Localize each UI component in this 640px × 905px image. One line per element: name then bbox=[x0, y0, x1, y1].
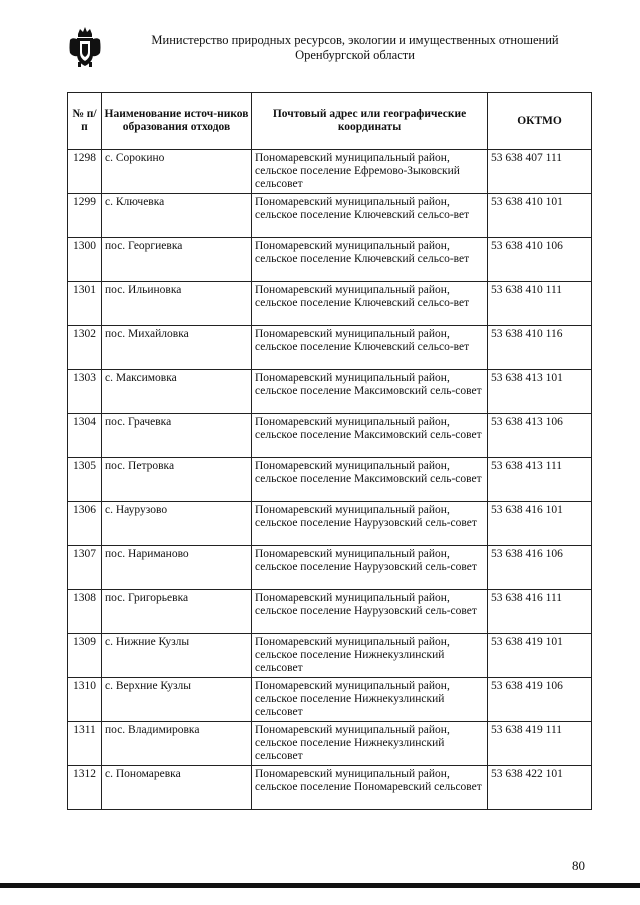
source-name-cell: пос. Петровка bbox=[102, 458, 252, 502]
table-row bbox=[68, 590, 592, 634]
address-cell: Пономаревский муниципальный район, сельское поселение Пономаревский сельсовет bbox=[252, 766, 488, 810]
source-name-cell: с. Верхние Кузлы bbox=[102, 678, 252, 722]
column-header-oktmo: ОКТМО bbox=[488, 93, 592, 150]
row-number-cell: 1299 bbox=[68, 194, 102, 238]
table-row bbox=[68, 546, 592, 590]
oktmo-cell: 53 638 419 101 bbox=[488, 634, 592, 678]
address-cell: Пономаревский муниципальный район, сельское поселение Наурузовский сель-совет bbox=[252, 546, 488, 590]
source-name-cell: пос. Григорьевка bbox=[102, 590, 252, 634]
row-number-cell: 1308 bbox=[68, 590, 102, 634]
source-name-cell: с. Пономаревка bbox=[102, 766, 252, 810]
address-cell: Пономаревский муниципальный район, сельское поселение Нижнекузлинский сельсовет bbox=[252, 634, 488, 678]
column-header-num: № п/п bbox=[68, 93, 102, 150]
oktmo-cell: 53 638 419 111 bbox=[488, 722, 592, 766]
oktmo-cell: 53 638 416 106 bbox=[488, 546, 592, 590]
oktmo-cell: 53 638 410 106 bbox=[488, 238, 592, 282]
oktmo-cell: 53 638 413 111 bbox=[488, 458, 592, 502]
oktmo-cell: 53 638 410 101 bbox=[488, 194, 592, 238]
table-row bbox=[68, 634, 592, 678]
oktmo-cell: 53 638 413 106 bbox=[488, 414, 592, 458]
source-name-cell: пос. Георгиевка bbox=[102, 238, 252, 282]
coat-of-arms-icon bbox=[68, 26, 102, 68]
table-row bbox=[68, 194, 592, 238]
source-name-cell: с. Максимовка bbox=[102, 370, 252, 414]
row-number-cell: 1309 bbox=[68, 634, 102, 678]
address-cell: Пономаревский муниципальный район, сельское поселение Ключевский сельсо-вет bbox=[252, 326, 488, 370]
column-header-name: Наименование источ-ников образования отходов bbox=[102, 93, 252, 150]
source-name-cell: с. Наурузово bbox=[102, 502, 252, 546]
address-cell: Пономаревский муниципальный район, сельское поселение Наурузовский сель-совет bbox=[252, 590, 488, 634]
table-row bbox=[68, 326, 592, 370]
row-number-cell: 1304 bbox=[68, 414, 102, 458]
column-header-address: Почтовый адрес или географические координаты bbox=[252, 93, 488, 150]
source-name-cell: пос. Михайловка bbox=[102, 326, 252, 370]
table-row bbox=[68, 766, 592, 810]
source-name-cell: с. Сорокино bbox=[102, 150, 252, 194]
table-header-row bbox=[68, 93, 592, 150]
address-cell: Пономаревский муниципальный район, сельское поселение Нижнекузлинский сельсовет bbox=[252, 722, 488, 766]
address-cell: Пономаревский муниципальный район, сельское поселение Ключевский сельсо-вет bbox=[252, 194, 488, 238]
oktmo-cell: 53 638 407 111 bbox=[488, 150, 592, 194]
table-row bbox=[68, 282, 592, 326]
waste-sources-table bbox=[67, 92, 592, 810]
row-number-cell: 1298 bbox=[68, 150, 102, 194]
row-number-cell: 1310 bbox=[68, 678, 102, 722]
address-cell: Пономаревский муниципальный район, сельское поселение Наурузовский сель-совет bbox=[252, 502, 488, 546]
ministry-title bbox=[110, 33, 600, 63]
source-name-cell: с. Ключевка bbox=[102, 194, 252, 238]
address-cell: Пономаревский муниципальный район, сельское поселение Ефремово-Зыковский сельсовет bbox=[252, 150, 488, 194]
oktmo-cell: 53 638 410 111 bbox=[488, 282, 592, 326]
source-name-cell: пос. Владимировка bbox=[102, 722, 252, 766]
table-row bbox=[68, 414, 592, 458]
row-number-cell: 1303 bbox=[68, 370, 102, 414]
row-number-cell: 1300 bbox=[68, 238, 102, 282]
table-row bbox=[68, 722, 592, 766]
row-number-cell: 1311 bbox=[68, 722, 102, 766]
table-row bbox=[68, 502, 592, 546]
address-cell: Пономаревский муниципальный район, сельское поселение Максимовский сель-совет bbox=[252, 370, 488, 414]
row-number-cell: 1306 bbox=[68, 502, 102, 546]
oktmo-cell: 53 638 419 106 bbox=[488, 678, 592, 722]
row-number-cell: 1302 bbox=[68, 326, 102, 370]
table-row bbox=[68, 678, 592, 722]
oktmo-cell: 53 638 413 101 bbox=[488, 370, 592, 414]
footer-rule bbox=[0, 883, 640, 888]
source-name-cell: с. Нижние Кузлы bbox=[102, 634, 252, 678]
source-name-cell: пос. Грачевка bbox=[102, 414, 252, 458]
page-number: 80 bbox=[572, 858, 585, 873]
ministry-title-line2: Оренбургской области bbox=[295, 48, 415, 62]
oktmo-cell: 53 638 422 101 bbox=[488, 766, 592, 810]
address-cell: Пономаревский муниципальный район, сельское поселение Максимовский сель-совет bbox=[252, 458, 488, 502]
oktmo-cell: 53 638 416 111 bbox=[488, 590, 592, 634]
oktmo-cell: 53 638 416 101 bbox=[488, 502, 592, 546]
table-body bbox=[68, 150, 592, 810]
row-number-cell: 1307 bbox=[68, 546, 102, 590]
table-row bbox=[68, 458, 592, 502]
source-name-cell: пос. Ильиновка bbox=[102, 282, 252, 326]
row-number-cell: 1301 bbox=[68, 282, 102, 326]
row-number-cell: 1305 bbox=[68, 458, 102, 502]
table-row bbox=[68, 150, 592, 194]
page-header bbox=[0, 0, 640, 90]
ministry-title-line1: Министерство природных ресурсов, экологии и имущественных отношений bbox=[151, 33, 559, 47]
address-cell: Пономаревский муниципальный район, сельское поселение Ключевский сельсо-вет bbox=[252, 238, 488, 282]
address-cell: Пономаревский муниципальный район, сельское поселение Максимовский сель-совет bbox=[252, 414, 488, 458]
address-cell: Пономаревский муниципальный район, сельское поселение Ключевский сельсо-вет bbox=[252, 282, 488, 326]
table-row bbox=[68, 238, 592, 282]
row-number-cell: 1312 bbox=[68, 766, 102, 810]
table-row bbox=[68, 370, 592, 414]
address-cell: Пономаревский муниципальный район, сельское поселение Нижнекузлинский сельсовет bbox=[252, 678, 488, 722]
source-name-cell: пос. Нариманово bbox=[102, 546, 252, 590]
oktmo-cell: 53 638 410 116 bbox=[488, 326, 592, 370]
